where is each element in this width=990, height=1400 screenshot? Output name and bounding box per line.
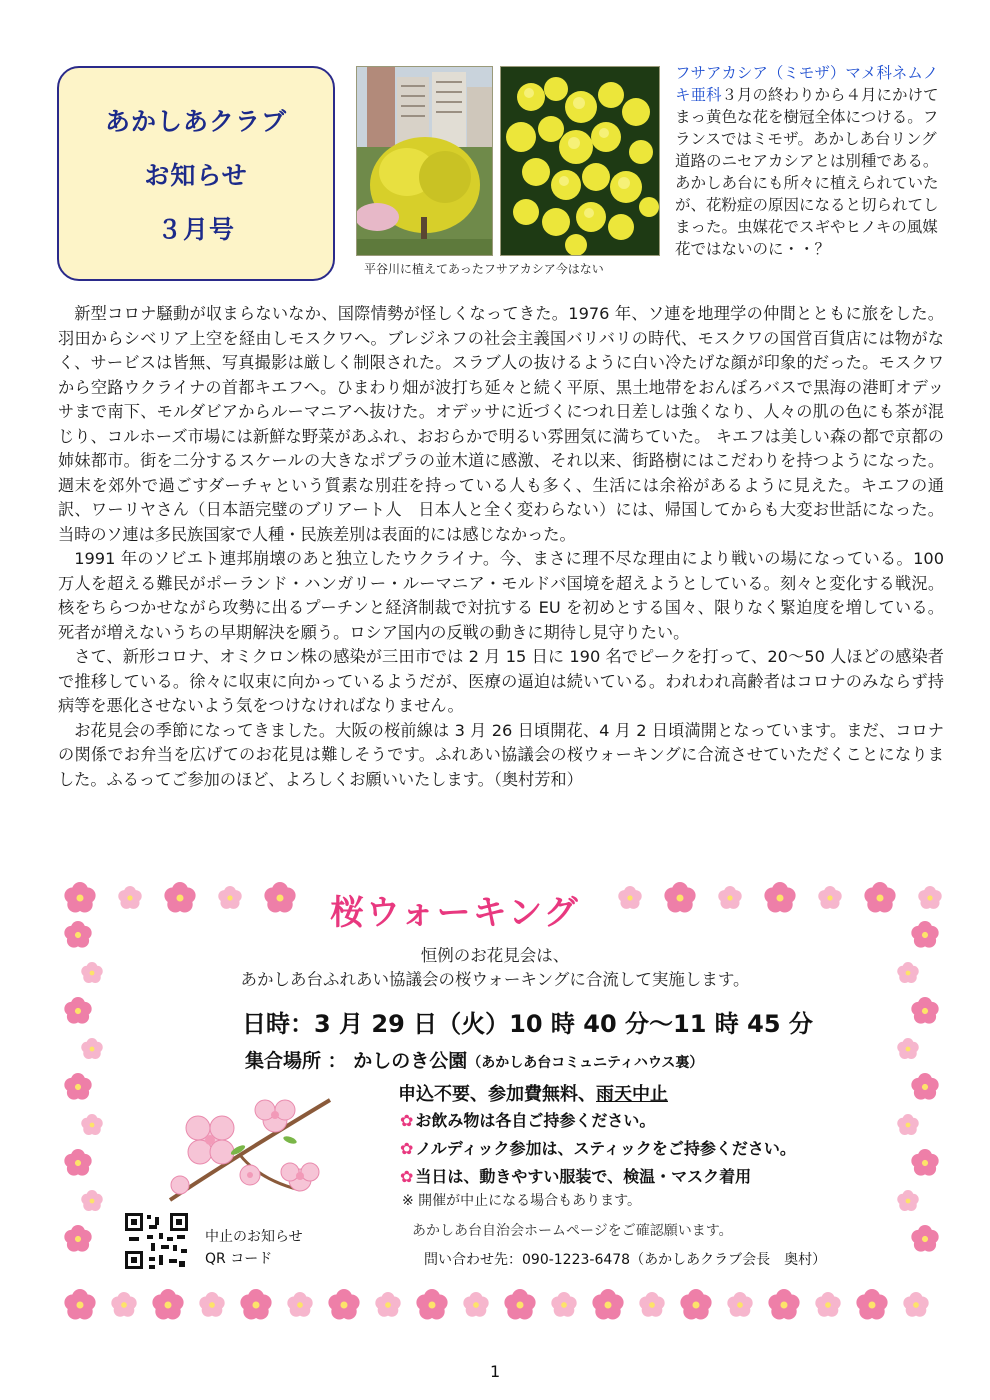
- sakura-bullet-icon: ✿: [400, 1139, 414, 1158]
- event-intro-line1: 恒例のお花見会は、: [420, 946, 570, 965]
- article-paragraph: 1991 年のソビエト連邦崩壊のあと独立したウクライナ。今、まさに理不尽な理由により戦いの場になっている。100 万人を超える難民がポーランド・ハンガリー・ルーマニア・モルドバ国境を超えようとしている。刻々と変化する戦況。核をちらつかせながら攻勢に出るプーチンと経済制裁で対抗する EU を初めとする国々、限りなく緊迫度を増している。死者が増えないうちの早期解決を願う。ロシア国内の反戦の動きに期待し見守りたい。: [58, 549, 944, 642]
- event-datetime: 日時：3 月 29 日（火）10 時 40 分〜11 時 45 分: [242, 1010, 813, 1038]
- issue-label: ３月号: [156, 214, 235, 244]
- free-text: 申込不要、参加費無料、: [398, 1084, 596, 1105]
- sakura-flower-icon: [197, 1290, 227, 1320]
- club-name: あかしあクラブ: [104, 106, 287, 136]
- photo-caption: 平谷川に植えてあったフサアカシア今はない: [364, 262, 604, 276]
- sakura-flower-icon: [549, 1290, 579, 1320]
- sakura-flower-icon: [461, 1290, 491, 1320]
- article-paragraph: 新型コロナ騒動が収まらないなか、国際情勢が怪しくなってきた。1976 年、ソ連を地理学の仲間とともに旅をした。羽田からシベリア上空を経由しモスクワへ。ブレジネフの社会主義国バリバリの時代、モスクワの国営百貨店には物がなく、サービスは皆無、写真撮影は厳しく制限された。スラブ人の抜けるように白い冷たげな顔が印象的だった。モスクワから空路ウクライナの首都キエフへ。ひまわり畑が波打ち延々と続く平原、黒土地帯をおんぼろバスで黒海の港町オデッサまで南下、モルダビアからルーマニアへ抜けた。オデッサに近づくにつれ日差しは強くなり、人々の肌の色にも茶が混じり、コルホーズ市場には新鮮な野菜があふれ、おおらかで明るい雰囲気に満ちていた。 キエフは美しい森の都で京都の姉妹都市。街を二分するスケールの大きなポプラの並木道に感激、それ以来、街路樹にはこだわりを持つようになった。週末を郊外で過ごすダーチャという質素な別荘を持っている人も多く、生活には余裕があるように見えた。キエフの通訳、ワーリヤさん（日本語完璧のブリアート人 日本人と全く変わらない）には、帰国してからも大変お世話になった。当時のソ連は多民族国家で人種・民族差別は表面的には感じなかった。: [58, 304, 944, 544]
- sakura-branch-illustration: [150, 1080, 350, 1220]
- sakura-flower-icon: [725, 1290, 755, 1320]
- sakura-flower-icon: [590, 1287, 626, 1323]
- sakura-flower-icon: [895, 1036, 921, 1062]
- sakura-flower-icon: [109, 1290, 139, 1320]
- notice-label: お知らせ: [144, 160, 248, 190]
- contact-info: 問い合わせ先：090-1223-6478（あかしあクラブ会長 奥村）: [424, 1252, 827, 1268]
- sakura-flower-icon: [895, 1112, 921, 1138]
- article-paragraph: お花見会の季節になってきました。大阪の桜前線は 3 月 26 日頃開花、4 月 2 日頃満開となっています。まだ、コロナの関係でお弁当を広げてのお花見は難しそうです。ふれあい協議会の桜ウォーキングに合流させていただくことになりました。ふるってご参加のほど、よろしくお願いいたします。（奥村芳和）: [58, 720, 944, 789]
- event-item: [400, 1136, 796, 1159]
- sakura-flower-icon: [162, 880, 198, 916]
- sakura-flower-icon: [238, 1287, 274, 1323]
- sakura-flower-icon: [62, 995, 94, 1027]
- sakura-flower-icon: [262, 880, 298, 916]
- mimosa-blossom-photo: [500, 66, 660, 256]
- sakura-flower-icon: [716, 884, 744, 912]
- sakura-flower-icon: [414, 1287, 450, 1323]
- meeting-place-detail: （あかしあ台コミュニティハウス裏）: [467, 1055, 704, 1071]
- sakura-flower-icon: [909, 1223, 941, 1255]
- sakura-flower-icon: [862, 880, 898, 916]
- sakura-bullet-icon: ✿: [400, 1167, 414, 1186]
- sakura-flower-icon: [854, 1287, 890, 1323]
- species-name: フサアカシア（ミモザ）マメ科ネムノキ亜科: [675, 64, 939, 104]
- sakura-flower-icon: [901, 1290, 931, 1320]
- article-paragraph: さて、新形コロナ、オミクロン株の感染が三田市では 2 月 15 日に 190 名でピークを打って、20〜50 人ほどの感染者で推移している。徐々に収束に向かっているようだが、医療の逼迫は続いている。われわれ高齢者はコロナのみならず持病等を悪化させないよう気をつけなければなりません。: [58, 647, 944, 715]
- issue-title-box: [57, 66, 335, 281]
- sakura-flower-icon: [909, 995, 941, 1027]
- sakura-flower-icon: [62, 1287, 98, 1323]
- sakura-bullet-icon: ✿: [400, 1111, 414, 1130]
- sakura-flower-icon: [916, 884, 944, 912]
- sakura-flower-icon: [79, 1036, 105, 1062]
- rain-cancel-text: 雨天中止: [596, 1084, 668, 1105]
- sakura-flower-icon: [909, 1071, 941, 1103]
- cancel-notice: ※ 開催が中止になる場合もあります。: [402, 1193, 642, 1209]
- qr-label-line2: QR コード: [205, 1251, 273, 1267]
- sakura-flower-icon: [62, 880, 98, 916]
- event-intro-line2: あかしあ台ふれあい協議会の桜ウォーキングに合流して実施します。: [240, 970, 750, 989]
- sakura-flower-icon: [816, 884, 844, 912]
- sakura-flower-icon: [150, 1287, 186, 1323]
- sakura-flower-icon: [116, 884, 144, 912]
- sakura-flower-icon: [616, 884, 644, 912]
- main-article: [58, 302, 944, 792]
- qr-code[interactable]: [123, 1211, 190, 1271]
- event-item: [400, 1164, 751, 1187]
- sakura-flower-icon: [895, 1188, 921, 1214]
- sakura-flower-icon: [813, 1290, 843, 1320]
- event-item-text: 当日は、動きやすい服装で、検温・マスク着用: [415, 1167, 752, 1186]
- sakura-flower-icon: [285, 1290, 315, 1320]
- event-item-text: ノルディック参加は、スティックをご持参ください。: [415, 1139, 796, 1158]
- event-item: [400, 1108, 655, 1131]
- qr-label-line1: 中止のお知らせ: [205, 1229, 303, 1245]
- sakura-flower-icon: [502, 1287, 538, 1323]
- sakura-flower-icon: [216, 884, 244, 912]
- qr-label: [205, 1226, 303, 1270]
- sakura-flower-icon: [766, 1287, 802, 1323]
- event-title: 桜ウォーキング: [330, 893, 580, 933]
- sakura-flower-icon: [62, 1223, 94, 1255]
- homepage-confirm: あかしあ台自治会ホームページをご確認願います。: [412, 1223, 733, 1239]
- mimosa-description: [675, 62, 945, 260]
- sakura-flower-icon: [762, 880, 798, 916]
- sakura-flower-icon: [637, 1290, 667, 1320]
- event-item-text: お飲み物は各自ご持参ください。: [415, 1111, 656, 1130]
- sakura-flower-icon: [62, 1147, 94, 1179]
- mimosa-tree-photo: [356, 66, 493, 256]
- species-description: ３月の終わりから４月にかけてまっ黄色な花を樹冠全体につける。フランスではミモザ。あかしあ台リング道路のニセアカシアとは別種である。あかしあ台にも所々に植えられていたが、花粉症の原因になると切られてしまった。虫媒花でスギやヒノキの風媒花ではないのに・・？: [675, 86, 939, 258]
- participation-terms: [398, 1080, 668, 1106]
- sakura-flower-icon: [62, 1071, 94, 1103]
- sakura-flower-icon: [326, 1287, 362, 1323]
- sakura-flower-icon: [662, 880, 698, 916]
- meeting-place: [245, 1046, 703, 1073]
- sakura-flower-icon: [373, 1290, 403, 1320]
- sakura-flower-icon: [79, 1112, 105, 1138]
- sakura-flower-icon: [79, 1188, 105, 1214]
- meeting-place-label: 集合場所 ： かしのき公園: [245, 1050, 468, 1072]
- sakura-flower-icon: [909, 1147, 941, 1179]
- sakura-flower-icon: [678, 1287, 714, 1323]
- page-number: 1: [490, 1362, 501, 1381]
